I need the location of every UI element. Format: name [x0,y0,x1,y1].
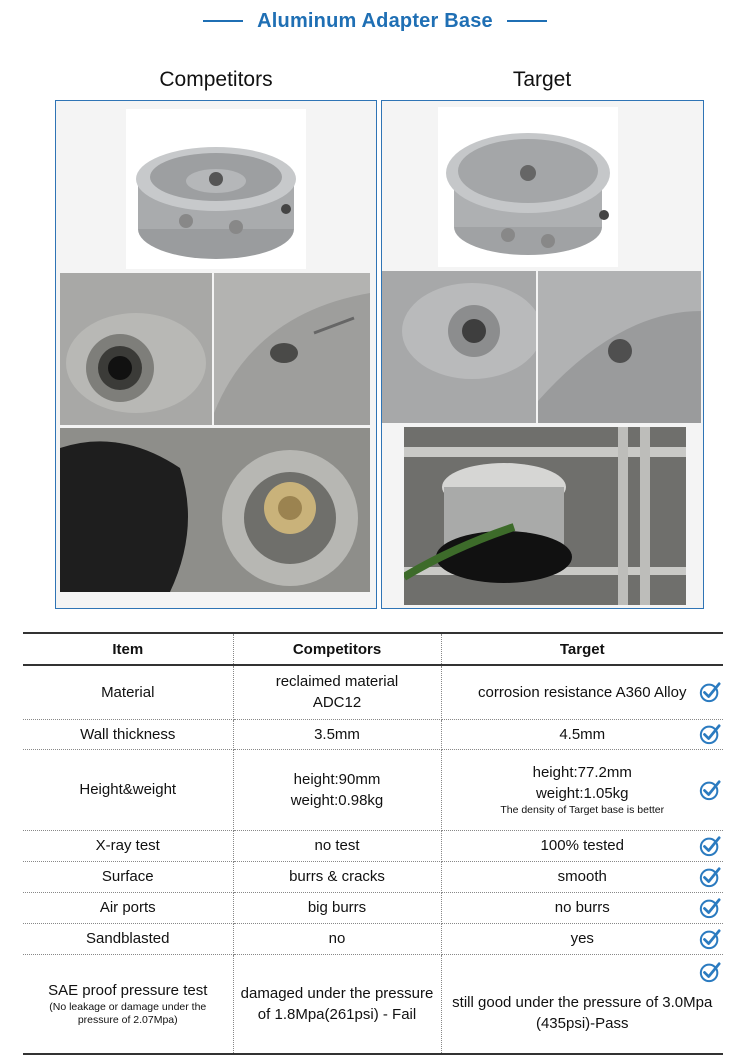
target-photo-panel [381,100,704,609]
target-value: 4.5mm [559,725,606,743]
competitor-damage-photo [60,428,370,592]
competitor-inner-wall-photo [214,273,370,425]
target-pressure-test-image [404,427,686,605]
cell-competitors [233,665,441,719]
cell-competitors [233,830,441,861]
cell-target [441,665,723,719]
target-value: still good under the pressure of 3.0Mpa [452,993,713,1011]
item-label: Wall thickness [80,725,176,743]
cell-competitors [233,923,441,954]
cell-competitors [233,861,441,892]
competitors-value: weight:0.98kg [290,791,384,809]
checkmark-icon [699,779,721,801]
cell-target [441,719,723,749]
cell-target [441,861,723,892]
checkmark-icon [699,928,721,950]
table-row [23,830,723,861]
cell-target [441,830,723,861]
competitor-center-hole-image [60,273,212,425]
header-target: Target [441,633,723,665]
target-inner-wall-photo [538,271,701,423]
item-label: X-ray test [95,837,160,854]
cell-item [23,665,233,719]
title-right-rule [507,20,547,22]
item-label: Material [101,683,155,701]
target-value: yes [570,930,594,947]
target-center-hole-image [382,271,536,423]
target-base-image [438,107,618,267]
cell-competitors [233,892,441,923]
cell-item [23,749,233,830]
item-label: Air ports [99,899,156,916]
competitors-value: burrs & cracks [289,868,385,885]
table-row [23,923,723,954]
competitor-damage-image [60,428,370,592]
competitors-value: no [328,930,346,947]
competitor-base-image [126,109,306,269]
item-label: Surface [101,868,154,885]
item-note: (No leakage or damage under the [49,1001,207,1014]
table-header-row [23,633,723,665]
table-row [23,719,723,749]
target-value: weight:1.05kg [535,785,629,802]
competitors-value: 3.5mm [314,725,360,743]
checkmark-icon [699,866,721,888]
cell-target [441,749,723,830]
target-base-photo [438,107,618,267]
cell-item [23,830,233,861]
cell-item [23,954,233,1054]
cell-item [23,923,233,954]
target-value: height:77.2mm [532,764,632,781]
header-item: Item [23,633,233,665]
cell-competitors [233,954,441,1054]
cell-item [23,861,233,892]
page-title: Aluminum Adapter Base [257,9,493,32]
target-note: The density of Target base is better [500,804,665,816]
competitors-heading: Competitors [159,68,273,91]
checkmark-icon [699,681,721,703]
cell-item [23,719,233,749]
table-row [23,665,723,719]
table-row [23,954,723,1054]
competitors-photo-panel [55,100,377,609]
competitors-value: ADC12 [312,694,362,712]
competitors-value: height:90mm [293,770,381,788]
table-row [23,861,723,892]
checkmark-icon [699,897,721,919]
competitor-inner-wall-image [214,273,370,425]
target-value: 100% tested [540,837,624,854]
target-value: corrosion resistance A360 Alloy [478,683,687,701]
table-row [23,749,723,830]
item-label: Height&weight [79,781,177,798]
competitors-value: reclaimed material [275,673,399,691]
competitor-center-hole-photo [60,273,212,425]
competitor-base-photo [126,109,306,269]
target-heading: Target [512,68,572,91]
cell-target [441,892,723,923]
item-label: SAE proof pressure test [48,982,208,1000]
page-header [0,0,750,42]
competitors-value: big burrs [307,899,367,916]
competitors-value: no test [314,837,360,854]
cell-item [23,892,233,923]
checkmark-icon [699,723,721,745]
title-left-rule [203,20,243,22]
target-inner-wall-image [538,271,701,423]
cell-competitors [233,749,441,830]
cell-competitors [233,719,441,749]
target-value: no burrs [554,899,610,916]
checkmark-icon [699,835,721,857]
item-note: pressure of 2.07Mpa) [77,1014,178,1027]
cell-target [441,923,723,954]
item-label: Sandblasted [86,930,170,947]
header-competitors: Competitors [233,633,441,665]
target-value: (435psi)-Pass [535,1014,629,1032]
competitors-value: damaged under the pressure [240,984,434,1002]
target-pressure-test-photo [404,427,686,605]
target-center-hole-photo [382,271,536,423]
comparison-table [23,632,723,1055]
cell-target [441,954,723,1054]
table-row [23,892,723,923]
checkmark-icon [699,961,721,983]
target-value: smooth [557,868,607,885]
competitors-value: of 1.8Mpa(261psi) - Fail [257,1005,417,1023]
